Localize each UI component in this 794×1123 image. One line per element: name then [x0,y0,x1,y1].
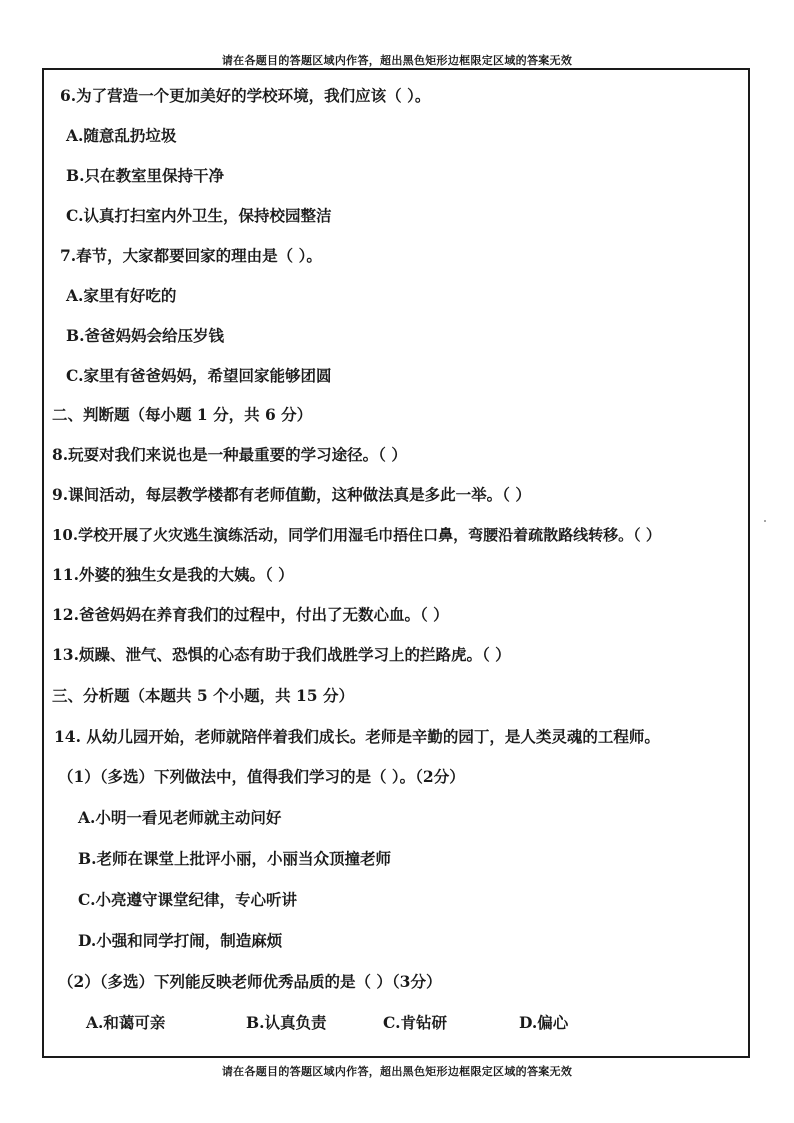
question-14-sub2-option-a: A.和蔼可亲 [86,1013,166,1032]
judgment-item-9: 9.课间活动，每层教学楼都有老师值勤，这种做法真是多此一举。（ ） [52,485,531,504]
question-14-sub1-stem: （1）（多选）下列做法中，值得我们学习的是（ ）。（2分） [58,767,465,786]
question-14-sub2-option-b: B.认真负责 [246,1013,327,1032]
judgment-item-12: 12.爸爸妈妈在养育我们的过程中，付出了无数心血。（ ） [52,605,449,624]
question-7-option-b: B.爸爸妈妈会给压岁钱 [66,326,224,345]
section-2-title: 二、判断题（每小题 1 分，共 6 分） [52,405,313,424]
judgment-item-11: 11.外婆的独生女是我的大姨。（ ） [52,565,294,584]
scan-speck [764,520,766,522]
question-7-stem: 7.春节，大家都要回家的理由是（ ）。 [60,246,322,265]
section-3-title: 三、分析题（本题共 5 个小题，共 15 分） [52,686,354,705]
judgment-item-13: 13.烦躁、泄气、恐惧的心态有助于我们战胜学习上的拦路虎。（ ） [52,645,511,664]
question-14-sub2-option-d: D.偏心 [519,1013,569,1032]
question-14-sub1-option-a: A.小明一看见老师就主动问好 [78,808,282,827]
question-7-option-a: A.家里有好吃的 [66,286,177,305]
question-14-sub1-option-b: B.老师在课堂上批评小丽，小丽当众顶撞老师 [78,849,391,868]
question-6-option-b: B.只在教室里保持干净 [66,166,224,185]
judgment-item-10: 10.学校开展了火灾逃生演练活动，同学们用湿毛巾捂住口鼻，弯腰沿着疏散路线转移。（ ） [52,526,661,544]
question-7-option-c: C.家里有爸爸妈妈，希望回家能够团圆 [66,366,332,385]
question-14-sub1-option-d: D.小强和同学打闹，制造麻烦 [78,931,283,950]
answer-area-notice-bottom: 请在各题目的答题区域内作答，超出黑色矩形边框限定区域的答案无效 [221,1065,573,1078]
judgment-item-8: 8.玩耍对我们来说也是一种最重要的学习途径。（ ） [52,445,407,464]
question-14-sub2-stem: （2）（多选）下列能反映老师优秀品质的是（ ）（3分） [58,972,442,991]
question-14-stem: 14. 从幼儿园开始，老师就陪伴着我们成长。老师是辛勤的园丁，是人类灵魂的工程师。 [54,727,660,746]
answer-area-notice-top: 请在各题目的答题区域内作答，超出黑色矩形边框限定区域的答案无效 [221,54,573,67]
question-6-option-a: A.随意乱扔垃圾 [66,126,177,145]
question-14-sub2-option-c: C.肯钻研 [383,1013,447,1032]
question-14-sub1-option-c: C.小亮遵守课堂纪律，专心听讲 [78,890,297,909]
question-6-stem: 6.为了营造一个更加美好的学校环境，我们应该（ ）。 [60,86,431,105]
question-6-option-c: C.认真打扫室内外卫生，保持校园整洁 [66,206,332,225]
